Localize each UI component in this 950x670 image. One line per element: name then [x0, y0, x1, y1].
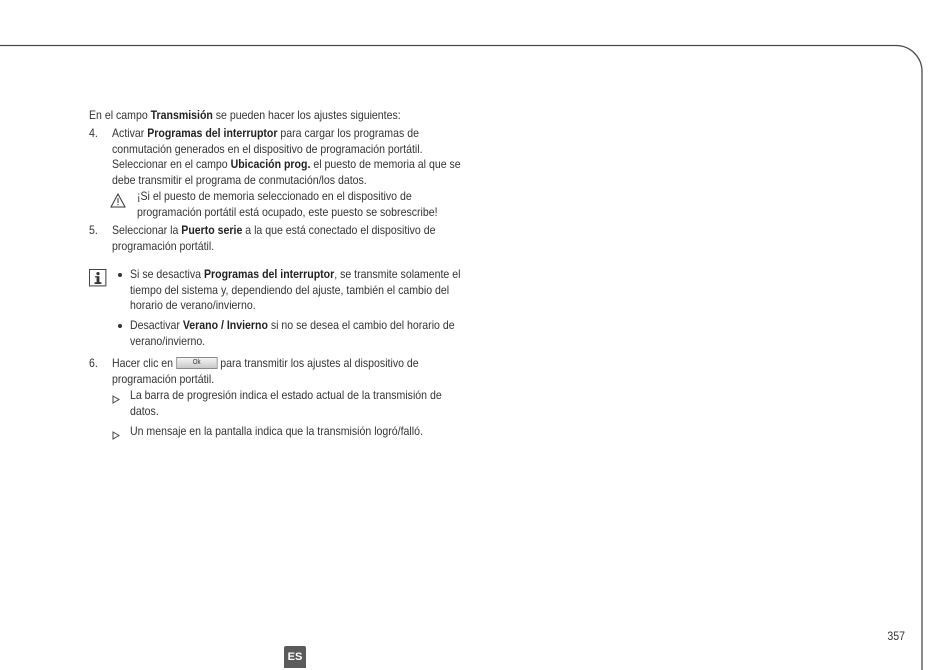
step-6-number: 6. — [89, 356, 98, 370]
text-line: ¡Si el puesto de memoria seleccionado en el dispositivo de — [137, 189, 412, 203]
text-line: verano/invierno. — [130, 333, 206, 348]
info-bullet — [130, 318, 499, 349]
text-line: programación portátil está ocupado, este puesto se sobrescribe! — [137, 204, 438, 219]
result-item — [130, 424, 463, 440]
ok-button-illustration: Ok — [176, 357, 217, 369]
warning-triangle-icon — [110, 193, 126, 213]
result-arrow-icon — [112, 427, 120, 445]
text-line: datos. — [130, 403, 159, 418]
step-text: Activar — [112, 126, 148, 140]
step-text: Seleccionar la — [112, 223, 182, 237]
text-line — [112, 126, 461, 142]
option-name: Verano / Invierno — [182, 318, 268, 332]
text-line — [112, 223, 435, 239]
text-line — [130, 267, 460, 283]
text-line: tiempo del sistema y, dependiendo del ajuste, también el cambio del — [130, 282, 450, 297]
intro-paragraph — [89, 108, 443, 124]
field-name: Puerto serie — [181, 223, 243, 237]
result-item — [130, 388, 484, 419]
step-number — [89, 356, 99, 372]
text-line — [112, 356, 419, 372]
intro-text: se pueden hacer los ajustes siguientes: — [212, 108, 401, 122]
field-name: Ubicación prog. — [230, 157, 311, 171]
text-line: Un mensaje en la pantalla indica que la transmisión logró/falló. — [130, 424, 423, 438]
warning-note — [137, 189, 479, 220]
step-text: a la que está conectado el dispositivo de — [242, 223, 436, 237]
step-number — [89, 126, 99, 142]
option-name: Programas del interruptor — [203, 267, 335, 281]
bullet-icon — [118, 324, 122, 328]
text-line — [89, 108, 401, 124]
step-6 — [112, 356, 460, 387]
step-5 — [112, 223, 480, 254]
info-text: Desactivar — [130, 318, 183, 332]
step-4 — [112, 126, 508, 188]
page-number: 357 — [887, 629, 905, 643]
info-text: , se transmite solamente el — [334, 267, 461, 281]
step-number — [89, 223, 99, 239]
text-line: debe transmitir el programa de conmutación/los datos. — [112, 172, 367, 187]
info-text: si no se desea el cambio del horario de — [267, 318, 455, 332]
info-bullet — [130, 267, 505, 314]
step-5-number: 5. — [89, 223, 98, 237]
step-text: para cargar los programas de — [277, 126, 419, 140]
step-4-number: 4. — [89, 126, 98, 140]
intro-text: En el campo — [89, 108, 151, 122]
text-line: La barra de progresión indica el estado actual de la transmisión de — [130, 388, 442, 402]
info-text: Si se desactiva — [130, 267, 204, 281]
field-name-transmision: Transmisión — [150, 108, 213, 122]
step-text: Seleccionar en el campo — [112, 157, 231, 171]
text-line: programación portátil. — [112, 238, 215, 253]
step-text: para transmitir los ajustes al dispositivo de — [217, 356, 419, 370]
step-text: el puesto de memoria al que se — [310, 157, 461, 171]
language-badge: ES — [284, 646, 306, 668]
info-icon — [89, 269, 107, 292]
text-line — [112, 157, 461, 173]
text-line — [130, 318, 455, 334]
step-text: Hacer clic en — [112, 356, 176, 370]
text-line: programación portátil. — [112, 371, 215, 386]
result-arrow-icon — [112, 391, 120, 409]
option-name: Programas del interruptor — [147, 126, 278, 140]
bullet-icon — [118, 273, 122, 277]
text-line: horario de verano/invierno. — [130, 298, 256, 312]
text-line: conmutación generados en el dispositivo de programación portátil. — [112, 141, 423, 156]
